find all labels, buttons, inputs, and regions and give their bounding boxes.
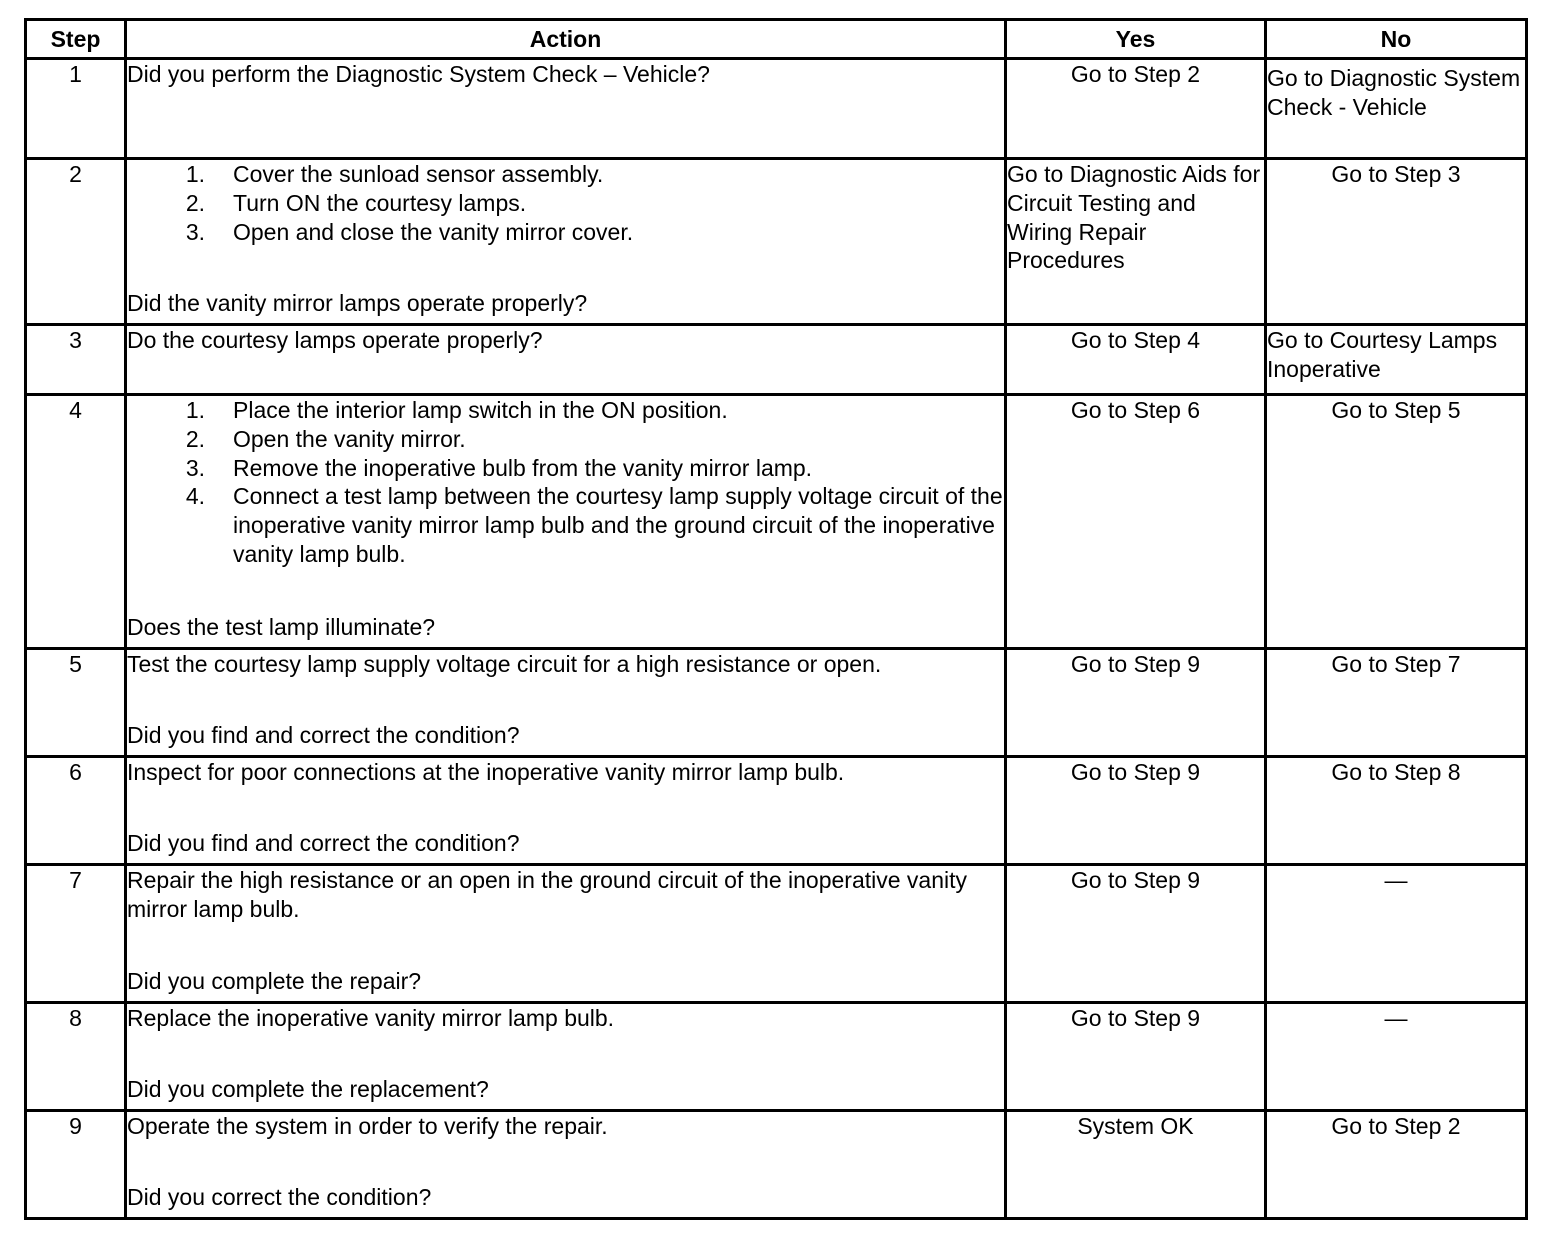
- step-number: 5: [26, 649, 126, 757]
- action-text: Replace the inoperative vanity mirror lamp bulb.: [127, 1005, 615, 1031]
- action-question: Did you complete the replacement?: [127, 1076, 489, 1103]
- step-number: 3: [26, 325, 126, 395]
- list-item: 2. Open the vanity mirror.: [185, 425, 466, 452]
- action-cell: [126, 649, 1006, 757]
- table-row: [26, 395, 1527, 649]
- action-question: Did you find and correct the condition?: [127, 830, 520, 857]
- step-number: 7: [26, 865, 126, 1003]
- header-yes: Yes: [1006, 20, 1266, 59]
- action-text: Did you perform the Diagnostic System Check – Vehicle?: [127, 61, 710, 87]
- step-number: 1: [26, 59, 126, 159]
- table-row: [26, 1111, 1527, 1219]
- action-cell: [126, 865, 1006, 1003]
- action-question: Did the vanity mirror lamps operate properly?: [127, 290, 588, 317]
- no-cell: Go to Step 7: [1266, 649, 1527, 757]
- yes-cell: Go to Step 9: [1006, 757, 1266, 865]
- action-question: Did you find and correct the condition?: [127, 722, 520, 749]
- no-cell: —: [1266, 1003, 1527, 1111]
- action-cell: [126, 159, 1006, 325]
- action-cell: [126, 59, 1006, 159]
- step-number: 8: [26, 1003, 126, 1111]
- list-item: 2. Turn ON the courtesy lamps.: [185, 189, 527, 216]
- no-cell: Go to Step 8: [1266, 757, 1527, 865]
- list-item: 4. Connect a test lamp between the courtesy lamp supply voltage circuit of the inoperative vanity mirror lamp bulb and the ground circuit of the inoperative vanity lamp bulb.: [185, 483, 1003, 567]
- table-row: [26, 159, 1527, 325]
- yes-cell: Go to Step 9: [1006, 865, 1266, 1003]
- no-cell: Go to Step 3: [1266, 159, 1527, 325]
- action-cell: [126, 757, 1006, 865]
- table-row: [26, 59, 1527, 159]
- yes-cell: Go to Step 2: [1006, 59, 1266, 159]
- yes-cell: Go to Step 6: [1006, 395, 1266, 649]
- no-cell: Go to Courtesy Lamps Inoperative: [1266, 325, 1527, 395]
- header-no: No: [1266, 20, 1527, 59]
- list-item: 3. Remove the inoperative bulb from the vanity mirror lamp.: [185, 454, 813, 481]
- no-cell: —: [1266, 865, 1527, 1003]
- header-action: Action: [126, 20, 1006, 59]
- action-text: Test the courtesy lamp supply voltage circuit for a high resistance or open.: [127, 651, 882, 677]
- list-item: 1. Cover the sunload sensor assembly.: [185, 161, 604, 187]
- action-cell: [126, 1003, 1006, 1111]
- yes-cell: Go to Step 4: [1006, 325, 1266, 395]
- yes-cell: Go to Step 9: [1006, 1003, 1266, 1111]
- action-list: [127, 396, 1004, 569]
- action-cell: [126, 395, 1006, 649]
- no-cell: Go to Step 5: [1266, 395, 1527, 649]
- list-item: 3. Open and close the vanity mirror cover.: [185, 218, 634, 245]
- step-number: 2: [26, 159, 126, 325]
- action-text: Operate the system in order to verify the repair.: [127, 1113, 608, 1139]
- step-number: 6: [26, 757, 126, 865]
- action-question: Does the test lamp illuminate?: [127, 614, 436, 641]
- action-text: Repair the high resistance or an open in the ground circuit of the inoperative vanity mirror lamp bulb.: [127, 867, 968, 922]
- header-row: [26, 20, 1527, 59]
- yes-cell: Go to Diagnostic Aids for Circuit Testing and Wiring Repair Procedures: [1006, 159, 1266, 325]
- action-cell: [126, 325, 1006, 395]
- step-number: 9: [26, 1111, 126, 1219]
- header-step: Step: [26, 20, 126, 59]
- yes-cell: Go to Step 9: [1006, 649, 1266, 757]
- action-list: [127, 160, 1004, 246]
- table-row: [26, 325, 1527, 395]
- action-text: Do the courtesy lamps operate properly?: [127, 327, 543, 353]
- step-number: 4: [26, 395, 126, 649]
- list-item: 1. Place the interior lamp switch in the ON position.: [185, 397, 728, 423]
- yes-cell: System OK: [1006, 1111, 1266, 1219]
- no-cell: Go to Diagnostic System Check - Vehicle: [1266, 59, 1527, 159]
- action-question: Did you complete the repair?: [127, 968, 422, 995]
- table-row: [26, 757, 1527, 865]
- action-text: Inspect for poor connections at the inoperative vanity mirror lamp bulb.: [127, 759, 845, 785]
- diagnostic-table: [24, 18, 1528, 1220]
- no-cell: Go to Step 2: [1266, 1111, 1527, 1219]
- action-cell: [126, 1111, 1006, 1219]
- table-row: [26, 1003, 1527, 1111]
- table-row: [26, 649, 1527, 757]
- table-row: [26, 865, 1527, 1003]
- action-question: Did you correct the condition?: [127, 1184, 432, 1211]
